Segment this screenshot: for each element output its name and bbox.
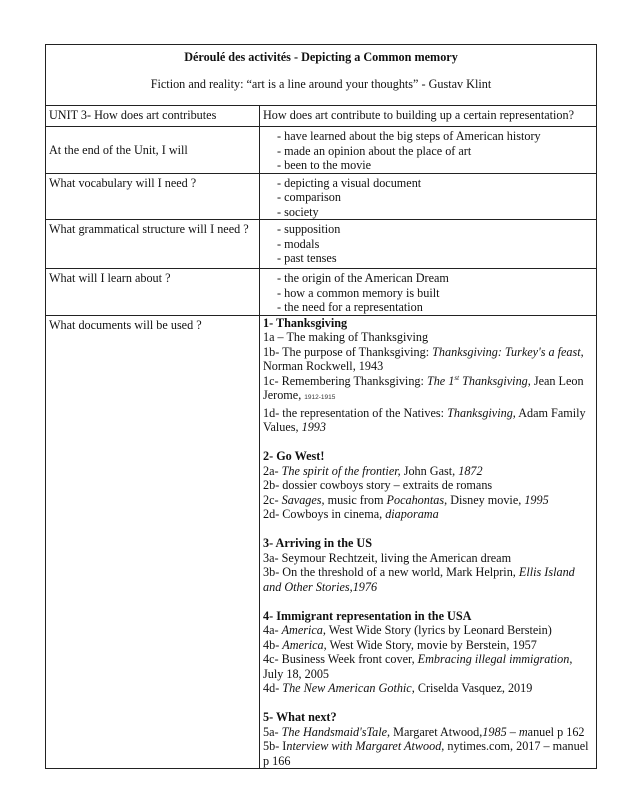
document-item [263, 330, 593, 345]
item-text: The Handsmaid'sTale [281, 724, 388, 739]
list-item: - the need for a representation [277, 300, 423, 314]
end-of-unit-list [277, 129, 593, 173]
item-text: nterview with Margaret Atwood [286, 739, 442, 753]
document-item [263, 739, 593, 768]
list-item: - have learned about the big steps of American history [277, 129, 541, 143]
document-item [263, 725, 593, 740]
section-title: 4- Immigrant representation in the USA [263, 608, 472, 623]
document-item [263, 493, 593, 508]
document-item [263, 551, 593, 566]
list-item: - past tenses [277, 251, 337, 265]
item-text: The spirit of the frontier, [281, 463, 401, 478]
activities-table [45, 44, 597, 769]
header-cell [46, 45, 597, 106]
item-text: Thanksgiving, [447, 405, 516, 420]
vocabulary-row [46, 173, 597, 220]
grammar-list [277, 222, 593, 266]
end-of-unit-label: At the end of the Unit, I will [49, 143, 188, 157]
item-text: 1985 – m [482, 724, 528, 739]
list-item: - comparison [277, 190, 341, 204]
item-text: Criselda Vasquez, 2019 [414, 681, 533, 695]
end-of-unit-row [46, 127, 597, 174]
item-text: 1912-1915 [304, 394, 336, 401]
grammar-label: What grammatical structure will I need ? [49, 222, 249, 236]
item-text: anuel p 162 [527, 724, 585, 739]
list-item: - been to the movie [277, 158, 372, 172]
item-text: , nytimes.com, 2017 – manuel p 166 [263, 739, 589, 768]
documents-row [46, 315, 597, 769]
unit-row [46, 106, 597, 127]
document-item [263, 652, 593, 681]
item-text: Pocahontas [386, 492, 445, 507]
vocabulary-list [277, 176, 593, 220]
unit-label: UNIT 3- How does art contributes [46, 106, 260, 127]
document-section [263, 449, 593, 522]
document-item [263, 374, 593, 406]
item-text: John Gast, [400, 463, 459, 478]
list-item: - depicting a visual document [277, 175, 422, 190]
document-item [263, 565, 593, 594]
item-text: Adam Family Values, [263, 405, 586, 434]
item-text: 1b- The purpose of Thanksgiving: [263, 344, 433, 359]
item-text: Embracing illegal immigration [417, 652, 570, 666]
item-text: 2a- [263, 463, 282, 478]
item-text: 3a- Seymour Rechtzeit, living the American dream [263, 550, 512, 565]
item-text: , Norman Rockwell, 1943 [263, 344, 584, 373]
item-text: , Margaret Atwood, [387, 724, 483, 739]
item-text: diaporama [385, 507, 439, 521]
document-quote: Fiction and reality: “art is a line around your thoughts” - Gustav Klint [150, 76, 492, 91]
item-text: 1c- Remembering Thanksgiving: [263, 373, 427, 388]
item-text: The New American Gothic, [282, 681, 415, 695]
item-text: 5a- [263, 724, 282, 739]
item-text: st [454, 373, 460, 382]
item-text: 1872 [458, 463, 483, 478]
section-title: 3- Arriving in the US [263, 536, 373, 550]
item-text: Ellis Island and Other Stories,1976 [263, 565, 575, 594]
documents-cell [260, 315, 597, 769]
header-row [46, 45, 597, 106]
document-section [263, 536, 593, 594]
item-text: 4a- [263, 623, 282, 637]
list-item: - made an opinion about the place of art [277, 143, 472, 158]
item-text: 2c- [263, 492, 282, 507]
grammar-row [46, 220, 597, 269]
item-text: music from [324, 492, 387, 507]
item-text: West Wide Story, movie by Berstein, 1957 [326, 637, 537, 652]
item-text: Thanksgiving [459, 373, 528, 388]
document-item [263, 681, 593, 696]
item-text: Thanksgiving: Turkey's a feast [432, 344, 581, 359]
item-text: , Jean Leon Jerome, [263, 373, 584, 402]
vocabulary-label: What vocabulary will I need ? [49, 175, 197, 190]
section-title: 2- Go West! [263, 449, 325, 463]
item-text: 5b- I [263, 739, 287, 753]
document-section [263, 316, 593, 435]
item-text: , July 18, 2005 [263, 652, 573, 681]
document-item [263, 464, 593, 479]
document-title: Déroulé des activités - Depicting a Common memory [184, 50, 458, 64]
list-item: - society [277, 204, 319, 219]
section-title: 1- Thanksgiving [263, 315, 348, 330]
learn-label: What will I learn about ? [49, 271, 171, 285]
item-text: 4b- [263, 637, 283, 652]
item-text: The 1 [426, 373, 455, 388]
item-text: 3b- On the threshold of a new world, Mark Helprin, [263, 565, 519, 579]
learn-row [46, 269, 597, 316]
list-item: - modals [277, 236, 320, 251]
item-text: , Disney movie, [444, 492, 525, 507]
item-text: West Wide Story (lyrics by Leonard Berstein) [325, 623, 552, 637]
list-item: - the origin of the American Dream [277, 271, 449, 285]
document-item [263, 638, 593, 653]
document-item [263, 406, 593, 435]
item-text: 4d- [263, 681, 283, 695]
item-text: 1d- the representation of the Natives: [263, 405, 448, 420]
document-item [263, 345, 593, 374]
item-text: 1995 [524, 492, 549, 507]
item-text: America, [281, 623, 326, 637]
item-text: Savages, [281, 492, 325, 507]
document-item [263, 507, 593, 522]
document-section [263, 609, 593, 696]
item-text: 1a – The making of Thanksgiving [263, 330, 429, 344]
item-text: 2d- Cowboys in cinema, [263, 507, 386, 521]
section-title: 5- What next? [263, 710, 337, 724]
item-text: America, [282, 637, 327, 652]
document-section [263, 710, 593, 768]
item-text: 2b- dossier cowboys story – extraits de romans [263, 478, 493, 492]
list-item: - supposition [277, 222, 341, 236]
list-item: - how a common memory is built [277, 285, 440, 300]
documents-label: What documents will be used ? [49, 317, 202, 332]
document-item [263, 623, 593, 638]
learn-list [277, 271, 593, 315]
document-item [263, 478, 593, 493]
unit-question: How does art contribute to building up a certain representation? [260, 106, 597, 127]
item-text: 4c- Business Week front cover, [263, 652, 418, 666]
documents-sections [263, 316, 593, 769]
item-text: 1993 [301, 420, 326, 434]
